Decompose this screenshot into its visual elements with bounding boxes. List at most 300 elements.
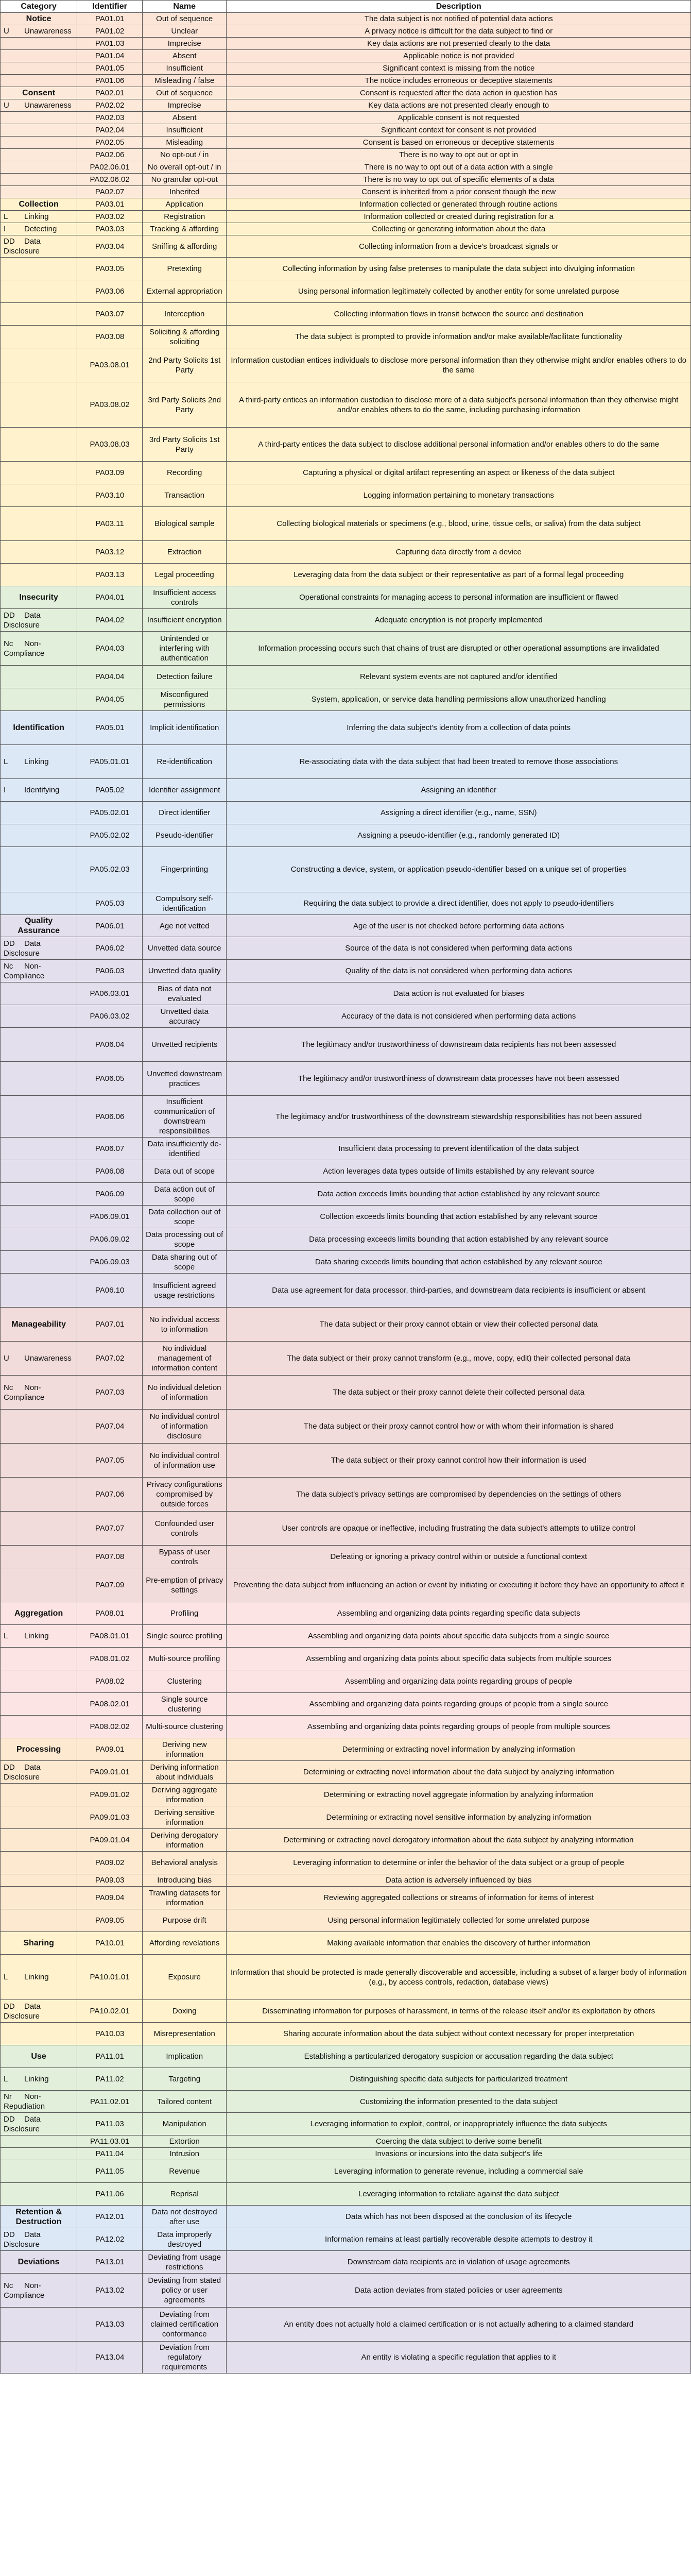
category-cell bbox=[1, 1228, 77, 1251]
table-row bbox=[1, 1852, 691, 1874]
name-cell: Imprecise bbox=[142, 38, 227, 50]
description-cell: Logging information pertaining to monetary transactions bbox=[227, 484, 691, 507]
identifier-cell: PA11.03 bbox=[77, 2113, 143, 2136]
name-cell: Absent bbox=[142, 50, 227, 62]
table-row bbox=[1, 1274, 691, 1308]
identifier-cell: PA12.02 bbox=[77, 2228, 143, 2251]
description-cell: Information that should be protected is made generally discoverable and accessible, including a subset of a larger body of information (e.g., by access controls, redaction, database views) bbox=[227, 1955, 691, 2000]
name-cell: Targeting bbox=[142, 2068, 227, 2091]
threat-code: DD bbox=[4, 2002, 15, 2011]
category-cell bbox=[1, 280, 77, 303]
identifier-cell: PA03.02 bbox=[77, 211, 143, 223]
description-cell: Data action is not evaluated for biases bbox=[227, 982, 691, 1005]
category-cell bbox=[1, 1062, 77, 1096]
description-cell: Significant context is missing from the notice bbox=[227, 62, 691, 75]
name-cell: No individual control of information disclosure bbox=[142, 1410, 227, 1444]
threat-name: Data Disclosure bbox=[4, 2114, 41, 2133]
threat-code: Nc bbox=[4, 961, 13, 971]
name-cell: Privacy configurations compromised by outside forces bbox=[142, 1478, 227, 1512]
threat-name: Unawareness bbox=[24, 1354, 72, 1363]
name-cell: No individual access to information bbox=[142, 1308, 227, 1342]
table-row bbox=[1, 428, 691, 462]
table-row bbox=[1, 2068, 691, 2091]
category-cell bbox=[1, 149, 77, 161]
identifier-cell: PA02.06.01 bbox=[77, 161, 143, 174]
table-row bbox=[1, 779, 691, 802]
table-row bbox=[1, 1738, 691, 1761]
table-row bbox=[1, 982, 691, 1005]
description-cell: A third-party entices an information custodian to disclose more of a data subject's personal information than they otherwise might and/or enables others to do the same, including purchasing information bbox=[227, 382, 691, 428]
description-cell: Insufficient data processing to prevent identification of the data subject bbox=[227, 1138, 691, 1160]
identifier-cell: PA01.06 bbox=[77, 75, 143, 87]
description-cell: Data processing exceeds limits bounding that action established by any relevant source bbox=[227, 1228, 691, 1251]
category-cell bbox=[1, 1784, 77, 1806]
identifier-cell: PA07.06 bbox=[77, 1478, 143, 1512]
name-cell: Misrepresentation bbox=[142, 2023, 227, 2045]
table-row bbox=[1, 802, 691, 824]
description-cell: Making available information that enables the discovery of further information bbox=[227, 1932, 691, 1955]
table-row bbox=[1, 2206, 691, 2228]
name-cell: Misconfigured permissions bbox=[142, 688, 227, 711]
name-cell: No individual management of information content bbox=[142, 1342, 227, 1376]
description-cell: Constructing a device, system, or application pseudo-identifier based on a unique set of properties bbox=[227, 847, 691, 892]
table-row bbox=[1, 1376, 691, 1410]
description-cell: The data subject's privacy settings are compromised by dependencies on the settings of others bbox=[227, 1478, 691, 1512]
name-cell: Unvetted data quality bbox=[142, 960, 227, 982]
identifier-cell: PA03.08.01 bbox=[77, 348, 143, 382]
name-cell: Purpose drift bbox=[142, 1909, 227, 1932]
identifier-cell: PA06.03 bbox=[77, 960, 143, 982]
description-cell: Data action is adversely influenced by bias bbox=[227, 1874, 691, 1887]
name-cell: Deviating from stated policy or user agreements bbox=[142, 2274, 227, 2308]
identifier-cell: PA03.04 bbox=[77, 235, 143, 258]
name-cell: Inherited bbox=[142, 186, 227, 198]
table-row bbox=[1, 484, 691, 507]
identifier-cell: PA03.08.02 bbox=[77, 382, 143, 428]
description-cell: User controls are opaque or ineffective, including frustrating the data subject's attempts to utilize control bbox=[227, 1512, 691, 1546]
threat-name: Unawareness bbox=[24, 27, 72, 36]
category-cell bbox=[1, 1670, 77, 1693]
name-cell: Unclear bbox=[142, 25, 227, 38]
table-row bbox=[1, 1308, 691, 1342]
name-cell: 3rd Party Solicits 1st Party bbox=[142, 428, 227, 462]
description-cell: Using personal information legitimately collected by another entity for some unrelated purpose bbox=[227, 280, 691, 303]
table-row bbox=[1, 112, 691, 124]
threat-code: U bbox=[4, 101, 9, 110]
category-cell bbox=[1, 2136, 77, 2148]
table-row bbox=[1, 1160, 691, 1183]
threat-category-label bbox=[1, 2274, 77, 2308]
category-cell bbox=[1, 1096, 77, 1138]
name-cell: Biological sample bbox=[142, 507, 227, 541]
identifier-cell: PA10.01.01 bbox=[77, 1955, 143, 2000]
name-cell: No individual control of information use bbox=[142, 1444, 227, 1478]
description-cell: Key data actions are not presented clearly to the data bbox=[227, 38, 691, 50]
table-row bbox=[1, 960, 691, 982]
description-cell: Data action deviates from stated policies or user agreements bbox=[227, 2274, 691, 2308]
name-cell: Data out of scope bbox=[142, 1160, 227, 1183]
identifier-cell: PA03.03 bbox=[77, 223, 143, 235]
name-cell: Insufficient bbox=[142, 62, 227, 75]
table-row bbox=[1, 2308, 691, 2342]
description-cell: Leveraging data from the data subject or their representative as part of a formal legal proceeding bbox=[227, 564, 691, 586]
table-row bbox=[1, 2342, 691, 2374]
category-cell bbox=[1, 2308, 77, 2342]
identifier-cell: PA02.01 bbox=[77, 87, 143, 99]
threat-name: Unawareness bbox=[24, 101, 72, 110]
category-cell bbox=[1, 1410, 77, 1444]
description-cell: Data sharing exceeds limits bounding that action established by any relevant source bbox=[227, 1251, 691, 1274]
identifier-cell: PA08.01.01 bbox=[77, 1625, 143, 1648]
threat-code: I bbox=[4, 786, 6, 794]
table-row bbox=[1, 223, 691, 235]
category-cell bbox=[1, 2148, 77, 2160]
category-cell bbox=[1, 1693, 77, 1716]
name-cell: Deviating from usage restrictions bbox=[142, 2251, 227, 2274]
threat-code: DD bbox=[4, 2230, 15, 2239]
category-cell bbox=[1, 50, 77, 62]
identifier-cell: PA03.06 bbox=[77, 280, 143, 303]
threat-name: Data Disclosure bbox=[4, 2230, 41, 2249]
name-cell: Trawling datasets for information bbox=[142, 1887, 227, 1909]
name-cell: Deriving sensitive information bbox=[142, 1806, 227, 1829]
threat-code: Nc bbox=[4, 2281, 13, 2290]
threat-name: Non-Repudiation bbox=[4, 2092, 45, 2111]
description-cell: Determining or extracting novel sensitive information by analyzing information bbox=[227, 1806, 691, 1829]
category-cell bbox=[1, 1028, 77, 1062]
description-cell: Determining or extracting novel information by analyzing information bbox=[227, 1738, 691, 1761]
category-cell bbox=[1, 1274, 77, 1308]
section-title: Sharing bbox=[1, 1932, 77, 1955]
category-cell bbox=[1, 258, 77, 280]
threat-code: L bbox=[4, 1632, 8, 1640]
description-cell: Collection exceeds limits bounding that action established by any relevant source bbox=[227, 1206, 691, 1228]
table-row bbox=[1, 1096, 691, 1138]
description-cell: Leveraging information to exploit, control, or inappropriately influence the data subjects bbox=[227, 2113, 691, 2136]
table-row bbox=[1, 586, 691, 609]
name-cell: No individual deletion of information bbox=[142, 1376, 227, 1410]
description-cell: Assembling and organizing data points about specific data subjects from a single source bbox=[227, 1625, 691, 1648]
name-cell: Profiling bbox=[142, 1602, 227, 1625]
category-cell bbox=[1, 1444, 77, 1478]
table-row bbox=[1, 2023, 691, 2045]
category-cell bbox=[1, 1829, 77, 1852]
name-cell: Data not destroyed after use bbox=[142, 2206, 227, 2228]
threat-code: L bbox=[4, 1973, 8, 1981]
table-row bbox=[1, 99, 691, 112]
description-cell: Applicable consent is not requested bbox=[227, 112, 691, 124]
name-cell: Data sharing out of scope bbox=[142, 1251, 227, 1274]
name-cell: Exposure bbox=[142, 1955, 227, 2000]
identifier-cell: PA08.02.02 bbox=[77, 1716, 143, 1738]
identifier-cell: PA09.01.03 bbox=[77, 1806, 143, 1829]
name-cell: Implication bbox=[142, 2045, 227, 2068]
table-row bbox=[1, 745, 691, 779]
section-title: Use bbox=[1, 2045, 77, 2068]
header-row bbox=[1, 1, 691, 13]
description-cell: Consent is inherited from a prior consent though the new bbox=[227, 186, 691, 198]
table-row bbox=[1, 124, 691, 137]
threat-code: L bbox=[4, 2075, 8, 2083]
name-cell: Pretexting bbox=[142, 258, 227, 280]
description-cell: Source of the data is not considered when performing data actions bbox=[227, 937, 691, 960]
threat-code: U bbox=[4, 1354, 9, 1363]
name-cell: Insufficient agreed usage restrictions bbox=[142, 1274, 227, 1308]
identifier-cell: PA05.02 bbox=[77, 779, 143, 802]
table-row bbox=[1, 2274, 691, 2308]
name-cell: Deriving aggregate information bbox=[142, 1784, 227, 1806]
table-row bbox=[1, 1342, 691, 1376]
category-cell bbox=[1, 303, 77, 326]
category-cell bbox=[1, 982, 77, 1005]
table-row bbox=[1, 87, 691, 99]
identifier-cell: PA04.05 bbox=[77, 688, 143, 711]
identifier-cell: PA07.08 bbox=[77, 1546, 143, 1568]
table-row bbox=[1, 1028, 691, 1062]
identifier-cell: PA06.03.01 bbox=[77, 982, 143, 1005]
table-row bbox=[1, 2091, 691, 2113]
category-cell bbox=[1, 802, 77, 824]
name-cell: Soliciting & affording soliciting bbox=[142, 326, 227, 348]
table-row bbox=[1, 198, 691, 211]
identifier-cell: PA06.09.02 bbox=[77, 1228, 143, 1251]
name-cell: Multi-source clustering bbox=[142, 1716, 227, 1738]
section-title: Processing bbox=[1, 1738, 77, 1761]
identifier-cell: PA08.01.02 bbox=[77, 1648, 143, 1670]
category-cell bbox=[1, 2160, 77, 2183]
threat-code: I bbox=[4, 225, 6, 233]
table-row bbox=[1, 666, 691, 688]
threat-category-label bbox=[1, 235, 77, 258]
threat-category-label bbox=[1, 960, 77, 982]
description-cell: Collecting biological materials or specimens (e.g., blood, urine, tissue cells, or saliva) from the data subject bbox=[227, 507, 691, 541]
table-row bbox=[1, 2113, 691, 2136]
category-cell bbox=[1, 1806, 77, 1829]
name-cell: Application bbox=[142, 198, 227, 211]
description-cell: Adequate encryption is not properly implemented bbox=[227, 609, 691, 632]
table-row bbox=[1, 1829, 691, 1852]
name-cell: Deriving new information bbox=[142, 1738, 227, 1761]
table-row bbox=[1, 62, 691, 75]
category-cell bbox=[1, 1183, 77, 1206]
description-cell: The data subject or their proxy cannot control how or with whom their information is shared bbox=[227, 1410, 691, 1444]
category-cell bbox=[1, 174, 77, 186]
identifier-cell: PA06.09.03 bbox=[77, 1251, 143, 1274]
identifier-cell: PA05.02.03 bbox=[77, 847, 143, 892]
description-cell: Age of the user is not checked before performing data actions bbox=[227, 915, 691, 937]
identifier-cell: PA04.01 bbox=[77, 586, 143, 609]
name-cell: Unintended or interfering with authentication bbox=[142, 632, 227, 666]
identifier-cell: PA09.04 bbox=[77, 1887, 143, 1909]
table-row bbox=[1, 2228, 691, 2251]
identifier-cell: PA01.01 bbox=[77, 13, 143, 25]
table-row bbox=[1, 75, 691, 87]
description-cell: The legitimacy and/or trustworthiness of downstream data recipients has not been assessed bbox=[227, 1028, 691, 1062]
name-cell: Unvetted downstream practices bbox=[142, 1062, 227, 1096]
category-cell bbox=[1, 382, 77, 428]
table-row bbox=[1, 50, 691, 62]
category-cell bbox=[1, 326, 77, 348]
description-cell: Determining or extracting novel derogatory information about the data subject by analyzing information bbox=[227, 1829, 691, 1852]
identifier-cell: PA03.08 bbox=[77, 326, 143, 348]
category-cell bbox=[1, 462, 77, 484]
threat-category-label bbox=[1, 745, 77, 779]
identifier-cell: PA05.01.01 bbox=[77, 745, 143, 779]
table-row bbox=[1, 1206, 691, 1228]
name-cell: Identifier assignment bbox=[142, 779, 227, 802]
table-row bbox=[1, 2148, 691, 2160]
threat-code: L bbox=[4, 212, 8, 221]
description-cell: Capturing data directly from a device bbox=[227, 541, 691, 564]
table-row bbox=[1, 711, 691, 745]
table-row bbox=[1, 348, 691, 382]
table-row bbox=[1, 2136, 691, 2148]
name-cell: Deviating from claimed certification conformance bbox=[142, 2308, 227, 2342]
identifier-cell: PA03.01 bbox=[77, 198, 143, 211]
identifier-cell: PA07.04 bbox=[77, 1410, 143, 1444]
description-cell: Assigning a pseudo-identifier (e.g., randomly generated ID) bbox=[227, 824, 691, 847]
table-row bbox=[1, 1478, 691, 1512]
category-cell bbox=[1, 2342, 77, 2374]
name-cell: Out of sequence bbox=[142, 13, 227, 25]
name-cell: Single source clustering bbox=[142, 1693, 227, 1716]
table-row bbox=[1, 137, 691, 149]
category-cell bbox=[1, 824, 77, 847]
identifier-cell: PA03.13 bbox=[77, 564, 143, 586]
identifier-cell: PA02.03 bbox=[77, 112, 143, 124]
identifier-cell: PA10.03 bbox=[77, 2023, 143, 2045]
threat-name: Non-Compliance bbox=[4, 639, 45, 658]
description-cell: Capturing a physical or digital artifact representing an aspect or likeness of the data subject bbox=[227, 462, 691, 484]
name-cell: Deviation from regulatory requirements bbox=[142, 2342, 227, 2374]
table-row bbox=[1, 1716, 691, 1738]
identifier-cell: PA06.03.02 bbox=[77, 1005, 143, 1028]
name-cell: Compulsory self-identification bbox=[142, 892, 227, 915]
identifier-cell: PA02.06 bbox=[77, 149, 143, 161]
threat-category-label bbox=[1, 99, 77, 112]
description-cell: Assigning an identifier bbox=[227, 779, 691, 802]
threat-category-label bbox=[1, 1761, 77, 1784]
identifier-cell: PA01.05 bbox=[77, 62, 143, 75]
table-row bbox=[1, 1183, 691, 1206]
description-cell: Information collected or generated through routine actions bbox=[227, 198, 691, 211]
name-cell: Re-identification bbox=[142, 745, 227, 779]
description-cell: Determining or extracting novel aggregate information by analyzing information bbox=[227, 1784, 691, 1806]
table-row bbox=[1, 2000, 691, 2023]
table-row bbox=[1, 507, 691, 541]
category-cell bbox=[1, 1874, 77, 1887]
threat-category-label bbox=[1, 1955, 77, 2000]
threat-code: Nr bbox=[4, 2092, 12, 2101]
identifier-cell: PA13.03 bbox=[77, 2308, 143, 2342]
name-cell: Pseudo-identifier bbox=[142, 824, 227, 847]
table-row bbox=[1, 161, 691, 174]
identifier-cell: PA07.01 bbox=[77, 1308, 143, 1342]
threat-category-label bbox=[1, 2000, 77, 2023]
table-row bbox=[1, 847, 691, 892]
section-title: Collection bbox=[1, 198, 77, 211]
identifier-cell: PA06.08 bbox=[77, 1160, 143, 1183]
name-cell: Absent bbox=[142, 112, 227, 124]
table-row bbox=[1, 1251, 691, 1274]
table-row bbox=[1, 688, 691, 711]
identifier-cell: PA05.01 bbox=[77, 711, 143, 745]
identifier-cell: PA04.02 bbox=[77, 609, 143, 632]
name-cell: Recording bbox=[142, 462, 227, 484]
name-cell: Bypass of user controls bbox=[142, 1546, 227, 1568]
section-title: Deviations bbox=[1, 2251, 77, 2274]
description-cell: The data subject is prompted to provide information and/or make available/facilitate functionality bbox=[227, 326, 691, 348]
table-row bbox=[1, 326, 691, 348]
category-cell bbox=[1, 541, 77, 564]
description-cell: A privacy notice is difficult for the data subject to find or bbox=[227, 25, 691, 38]
identifier-cell: PA13.01 bbox=[77, 2251, 143, 2274]
description-cell: Sharing accurate information about the data subject without context necessary for proper interpretation bbox=[227, 2023, 691, 2045]
table-row bbox=[1, 564, 691, 586]
description-cell: Establishing a particularized derogatory suspicion or accusation regarding the data subject bbox=[227, 2045, 691, 2068]
threat-category-label bbox=[1, 937, 77, 960]
identifier-cell: PA07.05 bbox=[77, 1444, 143, 1478]
category-cell bbox=[1, 1005, 77, 1028]
identifier-cell: PA01.02 bbox=[77, 25, 143, 38]
table-row bbox=[1, 824, 691, 847]
category-cell bbox=[1, 1546, 77, 1568]
section-title: Quality Assurance bbox=[1, 915, 77, 937]
category-cell bbox=[1, 1716, 77, 1738]
table-row bbox=[1, 1625, 691, 1648]
table-row bbox=[1, 303, 691, 326]
category-cell bbox=[1, 1478, 77, 1512]
section-title: Consent bbox=[1, 87, 77, 99]
description-cell: Leveraging information to retaliate against the data subject bbox=[227, 2183, 691, 2206]
threat-name: Non-Compliance bbox=[4, 2281, 45, 2300]
identifier-cell: PA03.08.03 bbox=[77, 428, 143, 462]
table-body bbox=[1, 13, 691, 2374]
threat-category-label bbox=[1, 1342, 77, 1376]
identifier-cell: PA09.01 bbox=[77, 1738, 143, 1761]
threat-name: Data Disclosure bbox=[4, 2002, 41, 2021]
table-row bbox=[1, 1138, 691, 1160]
identifier-cell: PA09.03 bbox=[77, 1874, 143, 1887]
category-cell bbox=[1, 564, 77, 586]
identifier-cell: PA05.03 bbox=[77, 892, 143, 915]
description-cell: Operational constraints for managing access to personal information are insufficient or flawed bbox=[227, 586, 691, 609]
name-cell: Multi-source profiling bbox=[142, 1648, 227, 1670]
description-cell: Customizing the information presented to the data subject bbox=[227, 2091, 691, 2113]
description-cell: The legitimacy and/or trustworthiness of the downstream stewardship responsibilities has not been assured bbox=[227, 1096, 691, 1138]
category-cell bbox=[1, 75, 77, 87]
threat-category-label bbox=[1, 223, 77, 235]
table-row bbox=[1, 149, 691, 161]
table-row bbox=[1, 892, 691, 915]
category-cell bbox=[1, 484, 77, 507]
name-cell: 3rd Party Solicits 2nd Party bbox=[142, 382, 227, 428]
identifier-cell: PA03.12 bbox=[77, 541, 143, 564]
table-row bbox=[1, 632, 691, 666]
identifier-cell: PA06.09.01 bbox=[77, 1206, 143, 1228]
name-cell: Data collection out of scope bbox=[142, 1206, 227, 1228]
name-cell: Manipulation bbox=[142, 2113, 227, 2136]
name-cell: Registration bbox=[142, 211, 227, 223]
threat-code: DD bbox=[4, 611, 15, 620]
name-cell: Imprecise bbox=[142, 99, 227, 112]
category-cell bbox=[1, 1909, 77, 1932]
name-cell: Extortion bbox=[142, 2136, 227, 2148]
threat-code: DD bbox=[4, 939, 15, 948]
identifier-cell: PA08.02 bbox=[77, 1670, 143, 1693]
name-cell: Transaction bbox=[142, 484, 227, 507]
category-cell bbox=[1, 1206, 77, 1228]
